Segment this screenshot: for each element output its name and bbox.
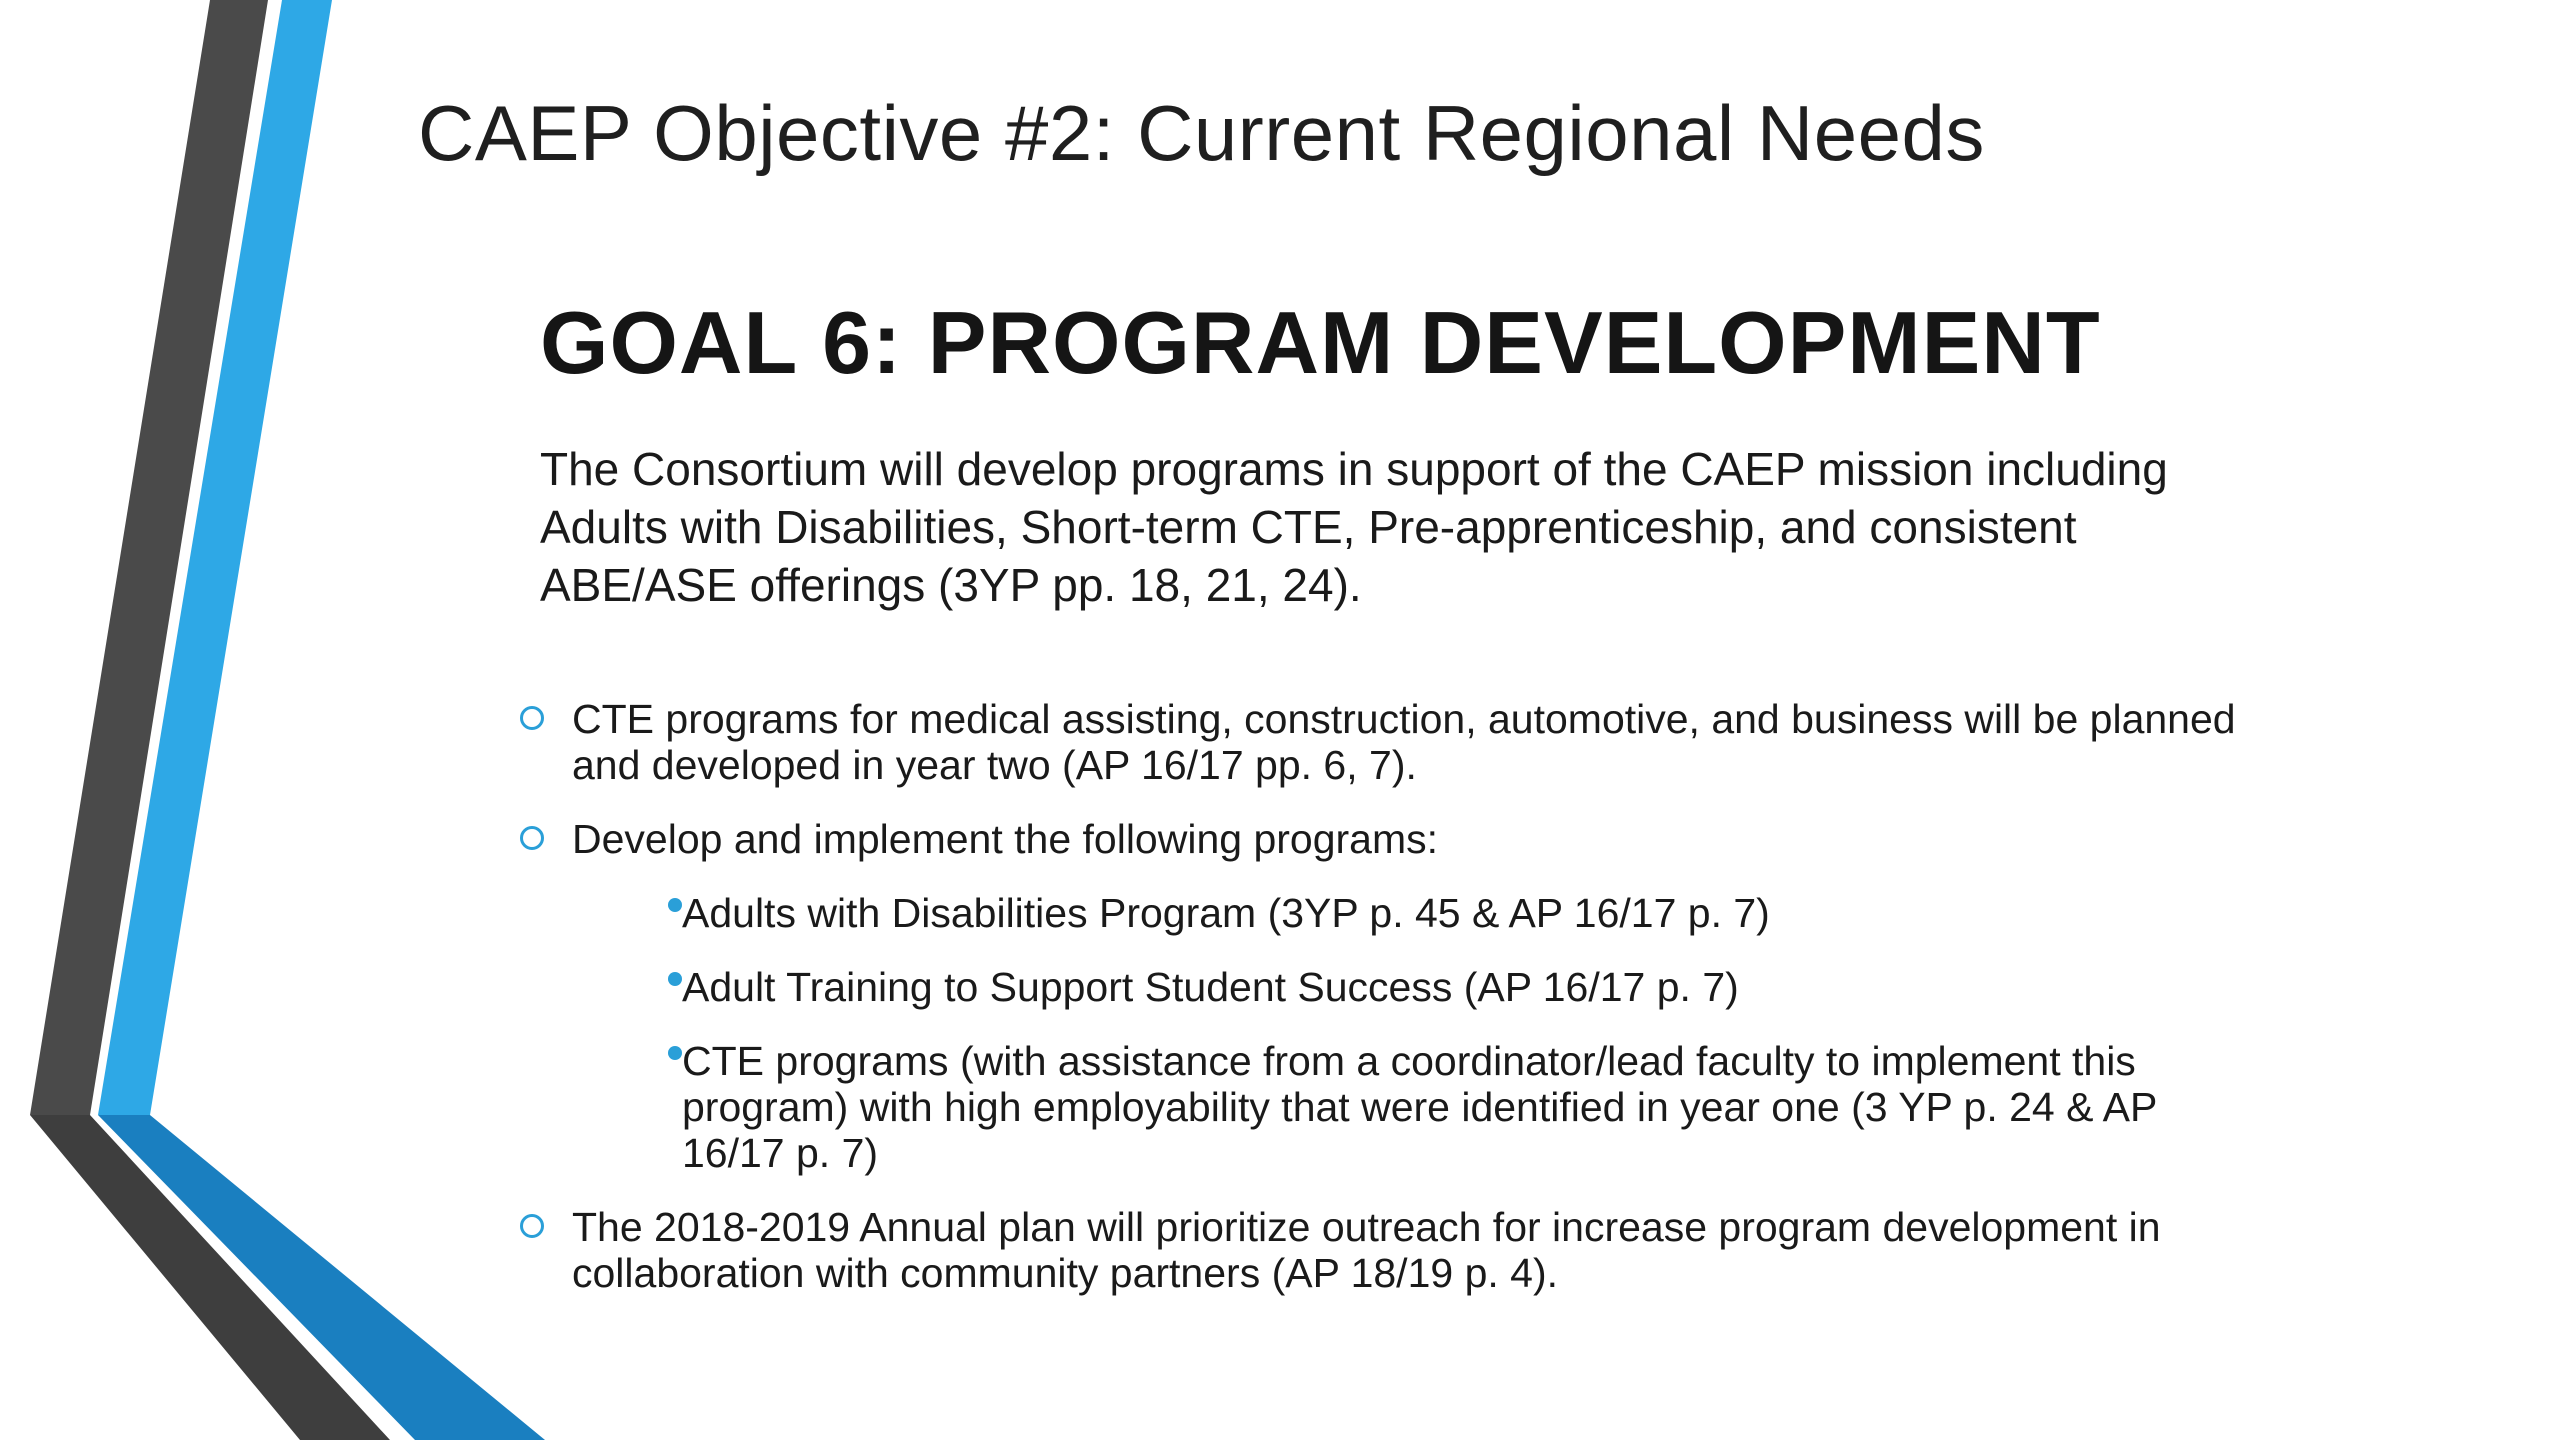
goal-heading: GOAL 6: PROGRAM DEVELOPMENT: [540, 293, 2101, 392]
bullet-list: [510, 696, 2270, 1324]
sub-item-text: CTE programs (with assistance from a coordinator/lead faculty to implement this program) with high employability that were identified in year one (3 YP p. 24 & AP 16/17 p. 7): [682, 1038, 2157, 1176]
hollow-circle-icon: [520, 1214, 544, 1238]
bullet-text: Develop and implement the following programs:: [572, 816, 1439, 862]
sub-list-item: [572, 964, 2270, 1010]
list-item: [510, 816, 2270, 1176]
sub-item-text: Adult Training to Support Student Success (AP 16/17 p. 7): [682, 964, 1739, 1010]
sub-list-item: [572, 890, 2270, 936]
bullet-text: The 2018-2019 Annual plan will prioritize outreach for increase program development in collaboration with community partners (AP 18/19 p. 4).: [572, 1204, 2161, 1296]
hollow-circle-icon: [520, 706, 544, 730]
slide-title: CAEP Objective #2: Current Regional Needs: [418, 89, 1985, 177]
hollow-circle-icon: [520, 826, 544, 850]
sub-list-item: [572, 1038, 2270, 1176]
filled-dot-icon: [668, 972, 682, 986]
filled-dot-icon: [668, 1046, 682, 1060]
list-item: [510, 696, 2270, 788]
bullet-text: CTE programs for medical assisting, construction, automotive, and business will be planned and developed in year two (AP 16/17 pp. 6, 7).: [572, 696, 2236, 788]
filled-dot-icon: [668, 898, 682, 912]
sub-list: [572, 890, 2270, 1176]
list-item: [510, 1204, 2270, 1296]
sub-item-text: Adults with Disabilities Program (3YP p. 45 & AP 16/17 p. 7): [682, 890, 1770, 936]
goal-description: The Consortium will develop programs in support of the CAEP mission including Adults with Disabilities, Short-term CTE, Pre-apprenticeship, and consistent ABE/ASE offerings (3YP pp. 18, 21, 24).: [540, 443, 2168, 611]
